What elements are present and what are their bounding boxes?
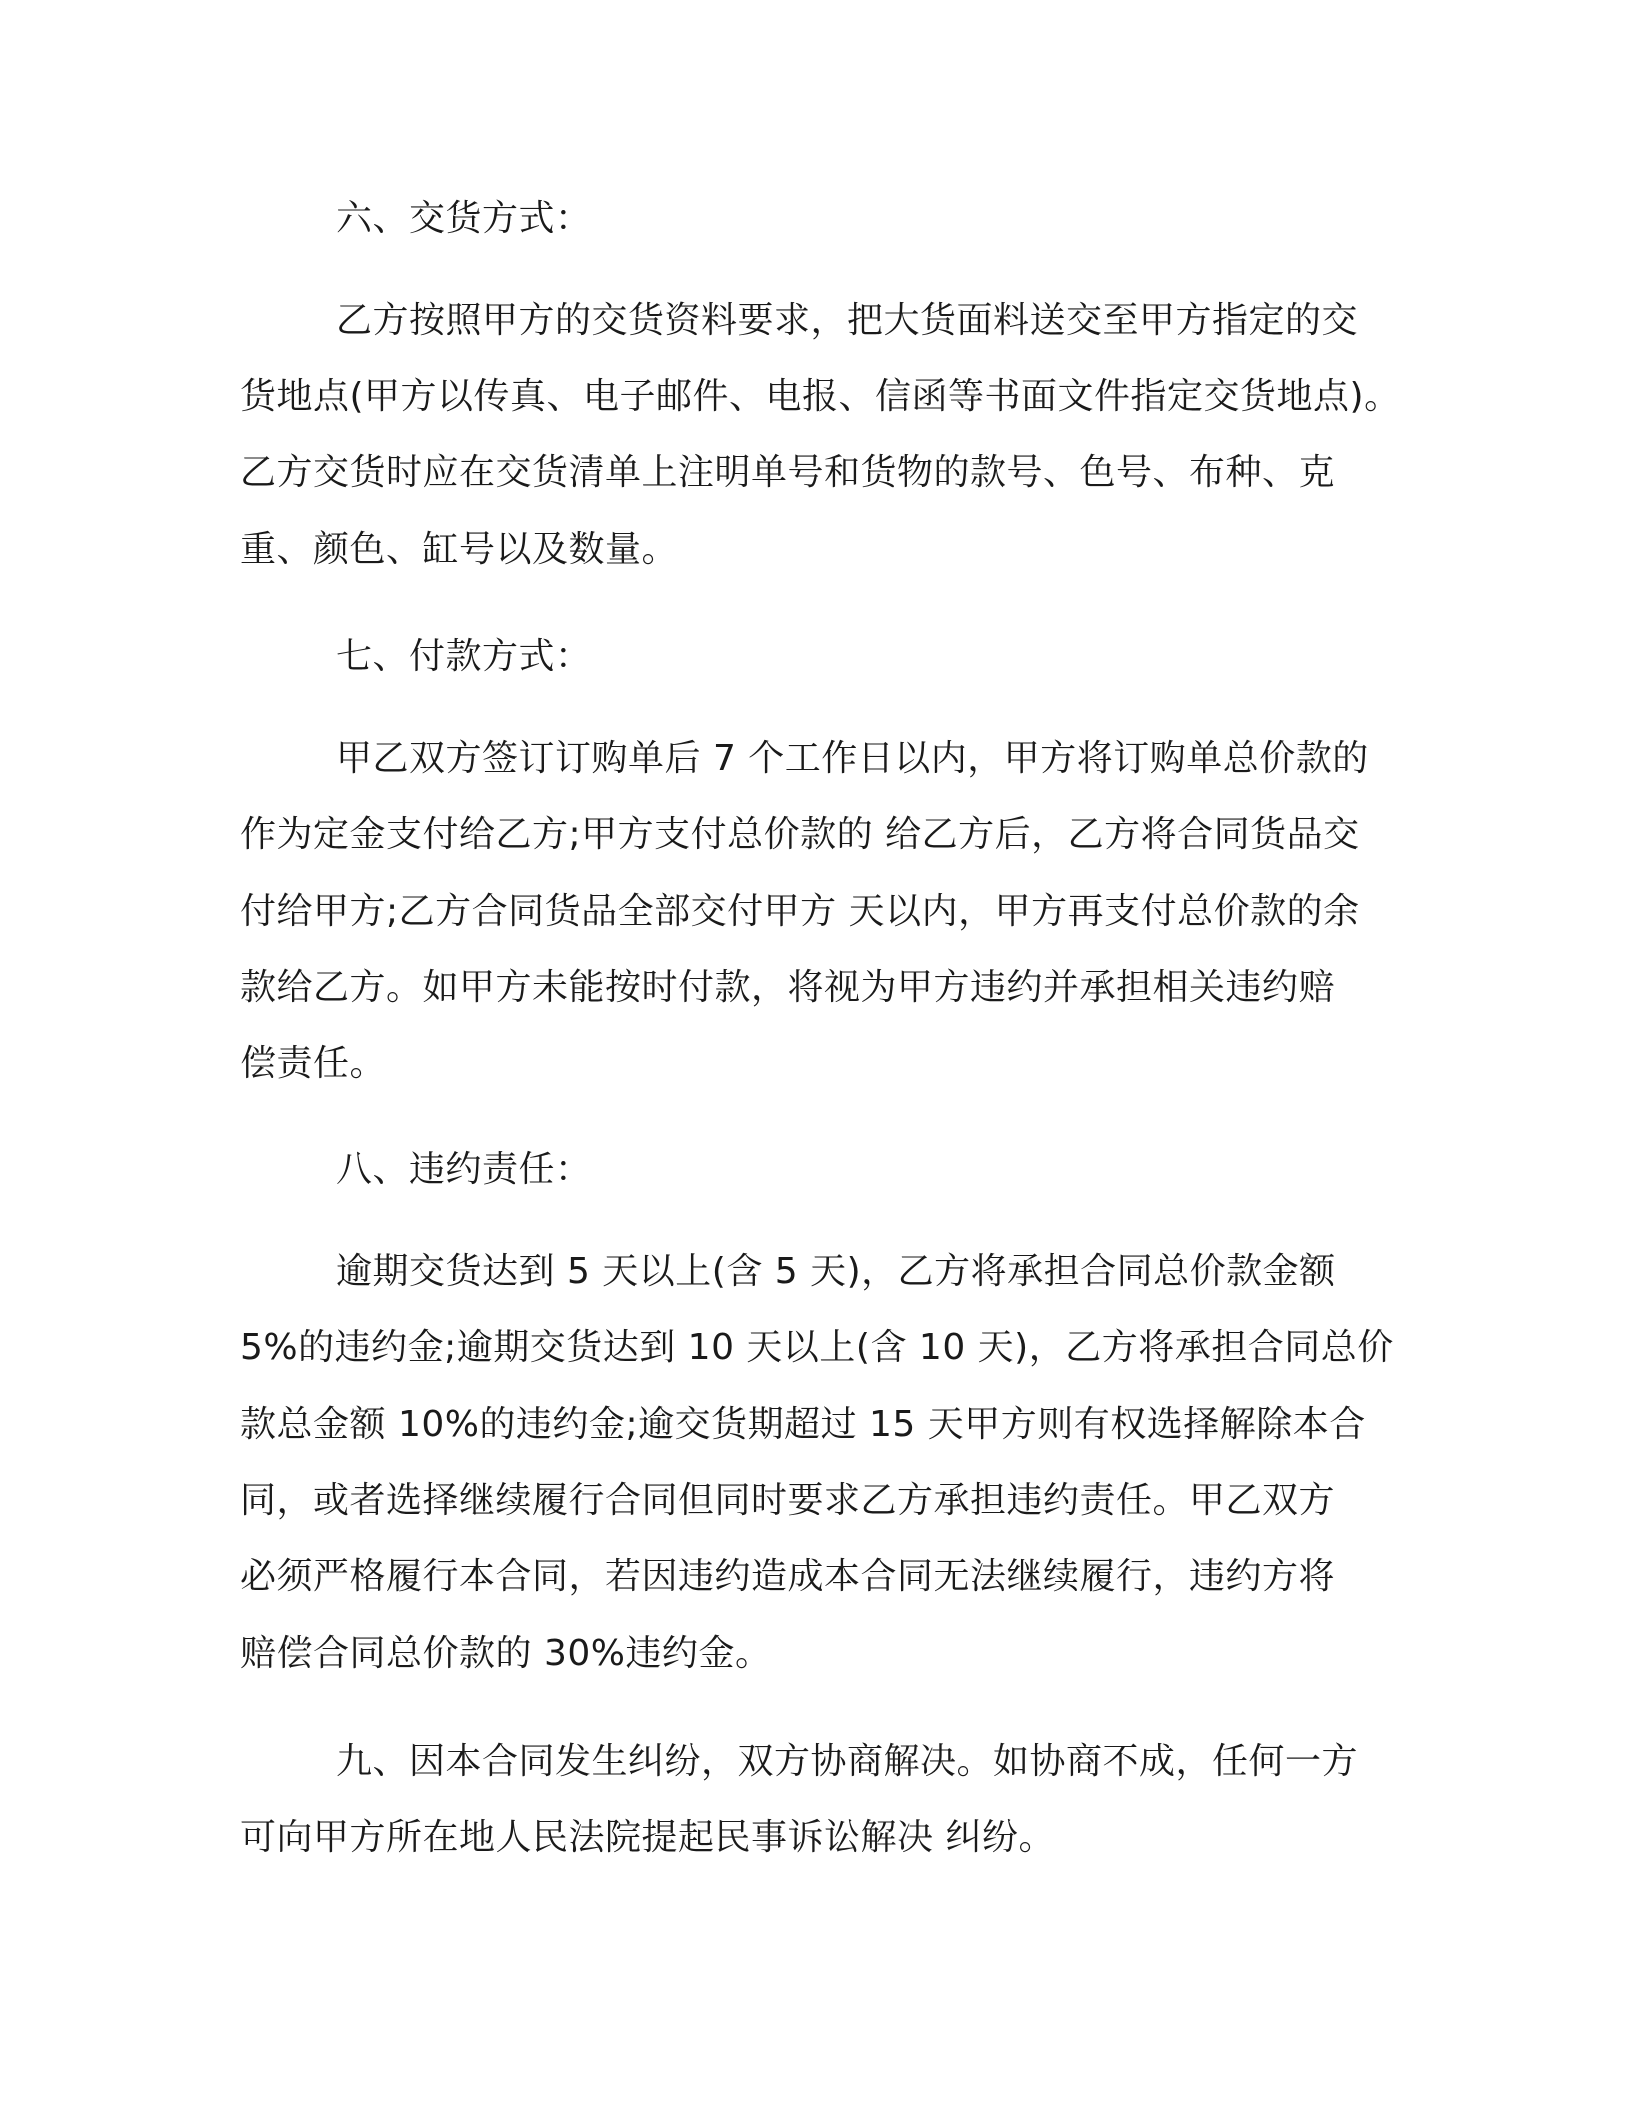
section-8-line-6: 赔偿合同总价款的 30%违约金。 — [240, 1633, 772, 1674]
section-8-line-5: 必须严格履行本合同，若因违约造成本合同无法继续履行，违约方将 — [240, 1556, 1336, 1597]
section-7-line-1: 甲乙双方签订订购单后 7 个工作日以内，甲方将订购单总价款的 — [336, 738, 1369, 779]
section-7-line-3: 付给甲方;乙方合同货品全部交付甲方 天以内，甲方再支付总价款的余 — [240, 891, 1360, 932]
section-8-heading: 八、违约责任： — [336, 1149, 592, 1190]
section-6-line-4: 重、颜色、缸号以及数量。 — [240, 529, 679, 570]
section-8-line-2: 5%的违约金;逾期交货达到 10 天以上(含 10 天)，乙方将承担合同总价 — [240, 1327, 1394, 1368]
section-6-heading: 六、交货方式： — [336, 198, 592, 239]
section-8-line-4: 同，或者选择继续履行合同但同时要求乙方承担违约责任。甲乙双方 — [240, 1480, 1336, 1521]
section-6-line-2: 货地点(甲方以传真、电子邮件、电报、信函等书面文件指定交货地点)。 — [240, 376, 1401, 417]
section-9-line-2: 可向甲方所在地人民法院提起民事诉讼解决 纠纷。 — [240, 1817, 1055, 1858]
section-8-line-1: 逾期交货达到 5 天以上(含 5 天)，乙方将承担合同总价款金额 — [336, 1251, 1336, 1292]
section-7-line-5: 偿责任。 — [240, 1043, 387, 1084]
section-7-heading: 七、付款方式： — [336, 636, 592, 677]
section-9-line-1: 九、因本合同发生纠纷，双方协商解决。如协商不成，任何一方 — [336, 1741, 1359, 1782]
section-6-line-1: 乙方按照甲方的交货资料要求，把大货面料送交至甲方指定的交 — [336, 300, 1359, 341]
section-7-line-4: 款给乙方。如甲方未能按时付款，将视为甲方违约并承担相关违约赔 — [240, 967, 1336, 1008]
section-8-line-3: 款总金额 10%的违约金;逾交货期超过 15 天甲方则有权选择解除本合 — [240, 1404, 1366, 1445]
section-7-line-2: 作为定金支付给乙方;甲方支付总价款的 给乙方后，乙方将合同货品交 — [240, 814, 1360, 855]
section-6-line-3: 乙方交货时应在交货清单上注明单号和货物的款号、色号、布种、克 — [240, 452, 1336, 493]
